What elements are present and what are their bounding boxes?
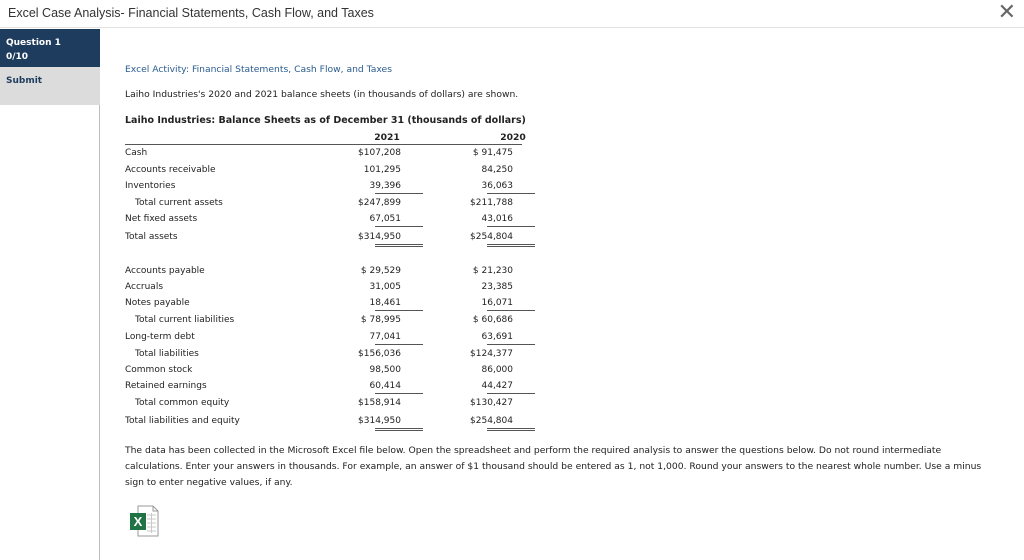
- table-row: [125, 181, 525, 195]
- value-2020: $124,377: [470, 349, 513, 359]
- excel-icon[interactable]: [129, 505, 159, 537]
- value-2021: 18,461: [369, 298, 401, 308]
- value-2020: 43,016: [481, 214, 513, 224]
- value-2020: 16,071: [481, 298, 513, 308]
- value-2021: 31,005: [369, 282, 401, 292]
- table-row: [125, 214, 525, 228]
- submit-button[interactable]: [0, 67, 100, 105]
- underline: [375, 310, 423, 311]
- table-row: [125, 298, 525, 312]
- row-label: Long-term debt: [125, 332, 195, 342]
- table-row: [125, 365, 525, 379]
- close-icon[interactable]: ✕: [997, 0, 1016, 25]
- year-header-2020: 2020: [500, 132, 526, 143]
- table-row: [125, 332, 525, 346]
- double-underline: [375, 428, 423, 431]
- value-2021: $107,208: [358, 148, 401, 158]
- row-label: Total current assets: [135, 198, 223, 208]
- value-2020: 86,000: [481, 365, 513, 375]
- double-underline: [487, 244, 535, 247]
- value-2020: 63,691: [481, 332, 513, 342]
- table-row: [125, 232, 525, 246]
- double-underline: [487, 428, 535, 431]
- value-2020: $ 60,686: [472, 315, 513, 325]
- value-2020: $211,788: [470, 198, 513, 208]
- row-label: Total liabilities: [135, 349, 199, 359]
- row-label: Net fixed assets: [125, 214, 198, 224]
- underline: [375, 193, 423, 194]
- value-2020: $ 91,475: [472, 148, 513, 158]
- window-title: Excel Case Analysis- Financial Statements, Cash Flow, and Taxes: [8, 6, 374, 20]
- excel-letter: X: [133, 514, 143, 529]
- underline: [487, 310, 535, 311]
- year-header-2021: 2021: [374, 132, 400, 143]
- underline: [487, 193, 535, 194]
- excel-file-icon[interactable]: [129, 505, 159, 537]
- submit-label: Submit: [6, 76, 43, 86]
- balance-sheet-title: Laiho Industries: Balance Sheets as of December 31 (thousands of dollars): [125, 115, 526, 126]
- row-label: Total common equity: [135, 398, 230, 408]
- value-2021: 60,414: [369, 381, 401, 391]
- header-divider: [125, 144, 522, 145]
- main-content: [101, 29, 1024, 560]
- row-label: Cash: [125, 148, 148, 158]
- row-label: Accounts receivable: [125, 165, 216, 175]
- value-2021: 67,051: [369, 214, 401, 224]
- underline: [487, 226, 535, 227]
- value-2020: $254,804: [470, 416, 513, 426]
- value-2021: 101,295: [363, 165, 401, 175]
- activity-title: Excel Activity: Financial Statements, Cash Flow, and Taxes: [125, 64, 392, 75]
- value-2021: 39,396: [369, 181, 401, 191]
- row-label: Inventories: [125, 181, 176, 191]
- table-row: [125, 398, 525, 412]
- table-row: [125, 266, 525, 280]
- underline: [487, 344, 535, 345]
- row-label: Retained earnings: [125, 381, 207, 391]
- table-row: [125, 416, 525, 430]
- value-2021: $314,950: [358, 232, 401, 242]
- table-row: [125, 349, 525, 363]
- title-bar: [0, 0, 1024, 28]
- value-2021: $ 78,995: [360, 315, 401, 325]
- underline: [375, 344, 423, 345]
- row-label: Notes payable: [125, 298, 190, 308]
- value-2021: 98,500: [369, 365, 401, 375]
- value-2020: 23,385: [481, 282, 513, 292]
- value-2021: $314,950: [358, 416, 401, 426]
- value-2020: $ 21,230: [472, 266, 513, 276]
- value-2020: 84,250: [481, 165, 513, 175]
- question-1-item[interactable]: [0, 29, 100, 67]
- value-2020: 36,063: [481, 181, 513, 191]
- value-2020: $254,804: [470, 232, 513, 242]
- table-row: [125, 198, 525, 212]
- row-label: Common stock: [125, 365, 193, 375]
- sidebar: [0, 29, 100, 560]
- underline: [487, 393, 535, 394]
- row-label: Total liabilities and equity: [125, 416, 240, 426]
- row-label: Total assets: [125, 232, 178, 242]
- table-row: [125, 381, 525, 395]
- value-2021: $ 29,529: [360, 266, 401, 276]
- value-2020: $130,427: [470, 398, 513, 408]
- row-label: Accruals: [125, 282, 164, 292]
- instructions-text: The data has been collected in the Microsoft Excel file below. Open the spreadsheet and perform the required analysis to answer the questions below. Do not round intermediate calculations. Enter your answers in thousands. For example, an answer of $1 thousand should be entered as 1, not 1,000. Round your answers to the nearest whole number. Use a minus sign to enter negative values, if any.: [125, 445, 982, 488]
- value-2021: 77,041: [369, 332, 401, 342]
- question-label: Question 1: [6, 38, 61, 48]
- table-row: [125, 148, 525, 162]
- table-row: [125, 282, 525, 296]
- underline: [375, 393, 423, 394]
- underline: [375, 226, 423, 227]
- row-label: Accounts payable: [125, 266, 205, 276]
- row-label: Total current liabilities: [135, 315, 235, 325]
- intro-text: Laiho Industries's 2020 and 2021 balance sheets (in thousands of dollars) are shown.: [125, 89, 519, 100]
- table-row: [125, 165, 525, 179]
- value-2021: $247,899: [358, 198, 401, 208]
- question-score: 0/10: [6, 52, 29, 62]
- value-2021: $158,914: [358, 398, 401, 408]
- value-2020: 44,427: [481, 381, 513, 391]
- value-2021: $156,036: [358, 349, 401, 359]
- double-underline: [375, 244, 423, 247]
- table-row: [125, 315, 525, 329]
